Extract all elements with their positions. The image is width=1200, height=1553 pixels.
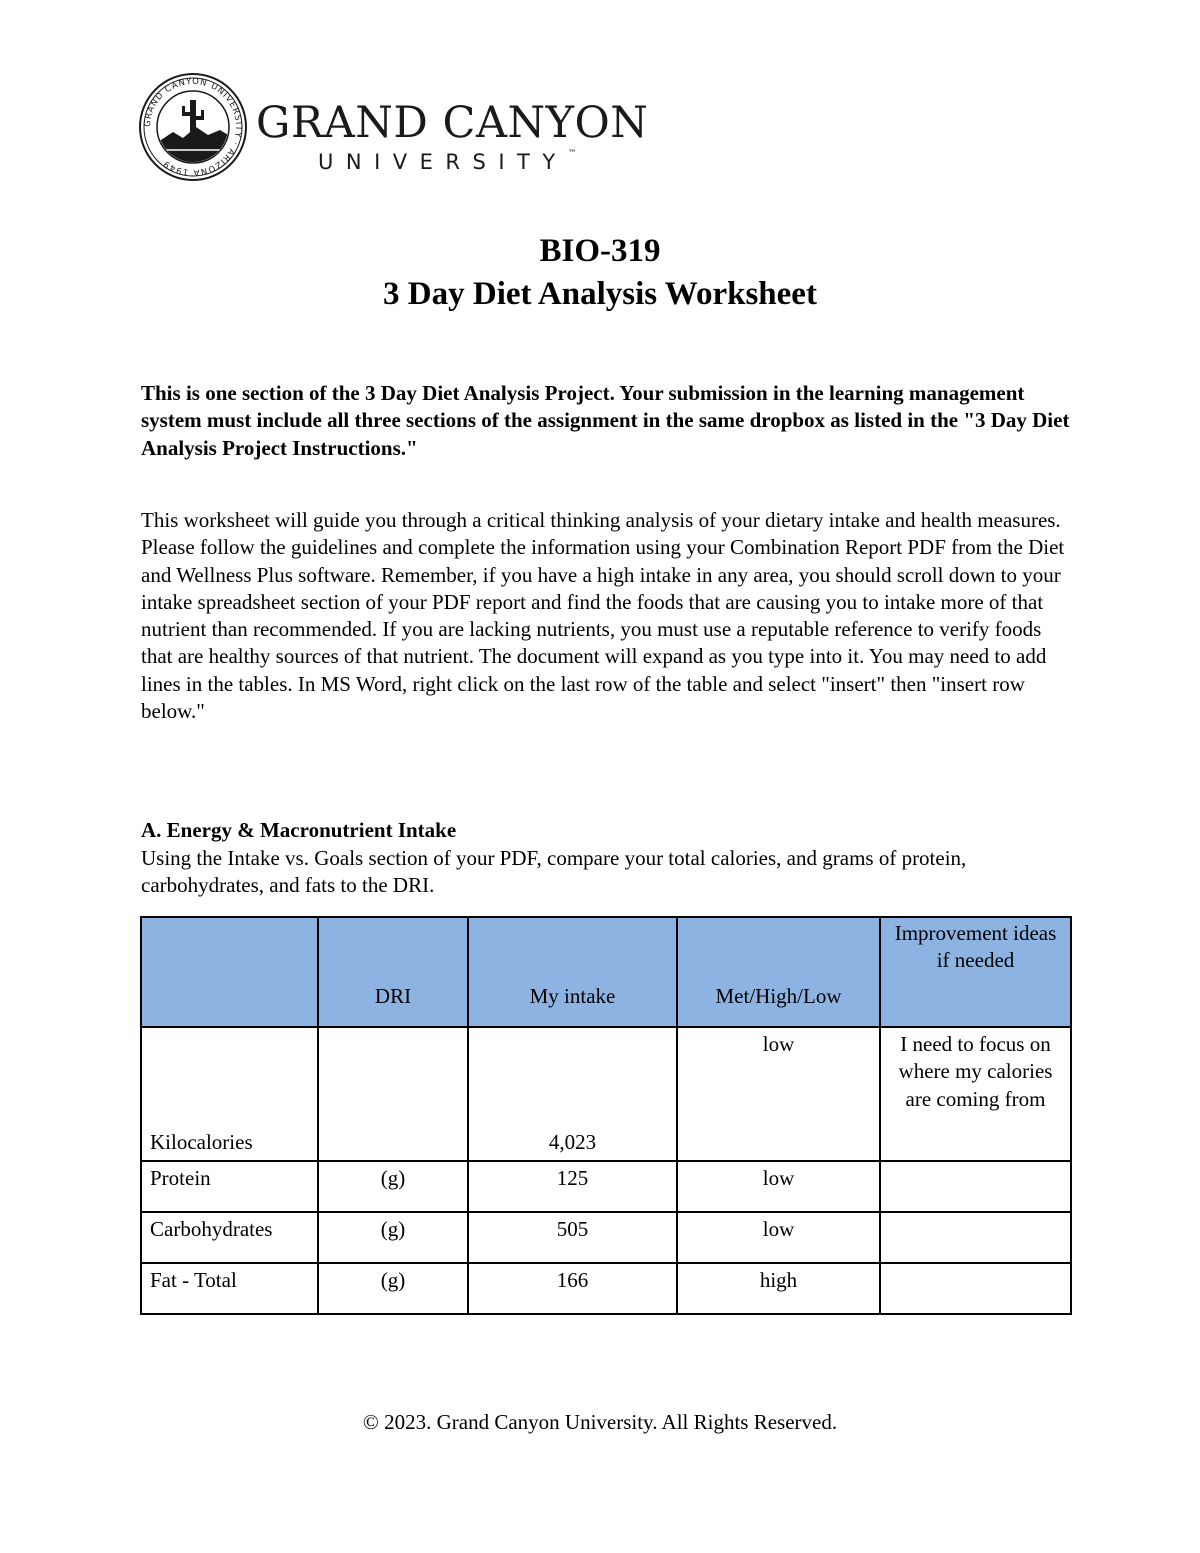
logo-wordmark-bottom	[318, 149, 577, 174]
row-label[interactable]: Fat - Total	[141, 1263, 318, 1314]
table-row	[141, 1027, 1071, 1161]
gcu-logo	[138, 72, 649, 182]
header-cell-intake: My intake	[468, 917, 677, 1027]
row-improvement[interactable]	[880, 1161, 1071, 1212]
copyright-footer: © 2023. Grand Canyon University. All Rights Reserved.	[362, 1410, 838, 1434]
row-dri[interactable]: (g)	[318, 1263, 468, 1314]
row-intake[interactable]: 166	[468, 1263, 677, 1314]
course-code: BIO-319	[539, 233, 661, 269]
row-intake[interactable]: 4,023	[468, 1027, 677, 1161]
row-status[interactable]: low	[677, 1161, 880, 1212]
table-row	[141, 1212, 1071, 1263]
row-intake[interactable]: 125	[468, 1161, 677, 1212]
section-a-heading: A. Energy & Macronutrient Intake	[141, 818, 457, 842]
row-dri[interactable]: (g)	[318, 1212, 468, 1263]
row-improvement[interactable]	[880, 1212, 1071, 1263]
header-cell-status: Met/High/Low	[677, 917, 880, 1027]
row-label[interactable]: Kilocalories	[141, 1027, 318, 1161]
row-status[interactable]: low	[677, 1212, 880, 1263]
table-header-row	[141, 917, 1071, 1027]
row-label[interactable]: Protein	[141, 1161, 318, 1212]
row-dri[interactable]: (g)	[318, 1161, 468, 1212]
row-improvement[interactable]	[880, 1263, 1071, 1314]
worksheet-title: 3 Day Diet Analysis Worksheet	[383, 276, 817, 312]
logo-wordmark-university: UNIVERSITY	[318, 150, 568, 174]
header-cell-dri: DRI	[318, 917, 468, 1027]
intro-bold-paragraph: This is one section of the 3 Day Diet Analysis Project. Your submission in the learning management system must include all three sections of the assignment in the same dropbox as listed in the "3 Day Diet Analysis Project Instructions."	[141, 381, 1070, 460]
table-row	[141, 1161, 1071, 1212]
seal-text: GRAND CANYON UNIVERSITY · ARIZONA 1949	[142, 76, 244, 178]
header-cell-label	[141, 917, 318, 1027]
row-status[interactable]: low	[677, 1027, 880, 1161]
row-dri[interactable]	[318, 1027, 468, 1161]
intro-body-paragraph: This worksheet will guide you through a critical thinking analysis of your dietary intake and health measures. Please follow the guidelines and complete the information using your Combination Report PDF from the Diet and Wellness Plus software. Remember, if you have a high intake in any area, you should scroll down to your intake spreadsheet section of your PDF report and find the foods that are causing you to intake more of that nutrient than recommended. If you are lacking nutrients, you must use a reputable reference to verify foods that are healthy sources of that nutrient. The document will expand as you type into it. You may need to add lines in the tables. In MS Word, right click on the last row of the table and select "insert" then "insert row below."	[141, 508, 1065, 724]
table-row	[141, 1263, 1071, 1314]
macronutrient-table	[140, 916, 1072, 1315]
trademark-symbol: ™	[567, 149, 577, 159]
logo-wordmark-top: GRAND CANYON	[256, 98, 649, 148]
row-intake[interactable]: 505	[468, 1212, 677, 1263]
section-a-description: Using the Intake vs. Goals section of your PDF, compare your total calories, and grams of protein, carbohydrates, and fats to the DRI.	[141, 846, 967, 898]
row-label[interactable]: Carbohydrates	[141, 1212, 318, 1263]
row-status[interactable]: high	[677, 1263, 880, 1314]
header-cell-improvement: Improvement ideas if needed	[880, 917, 1071, 1027]
university-seal-icon	[138, 72, 248, 182]
row-improvement[interactable]: I need to focus on where my calories are coming from	[880, 1027, 1071, 1161]
